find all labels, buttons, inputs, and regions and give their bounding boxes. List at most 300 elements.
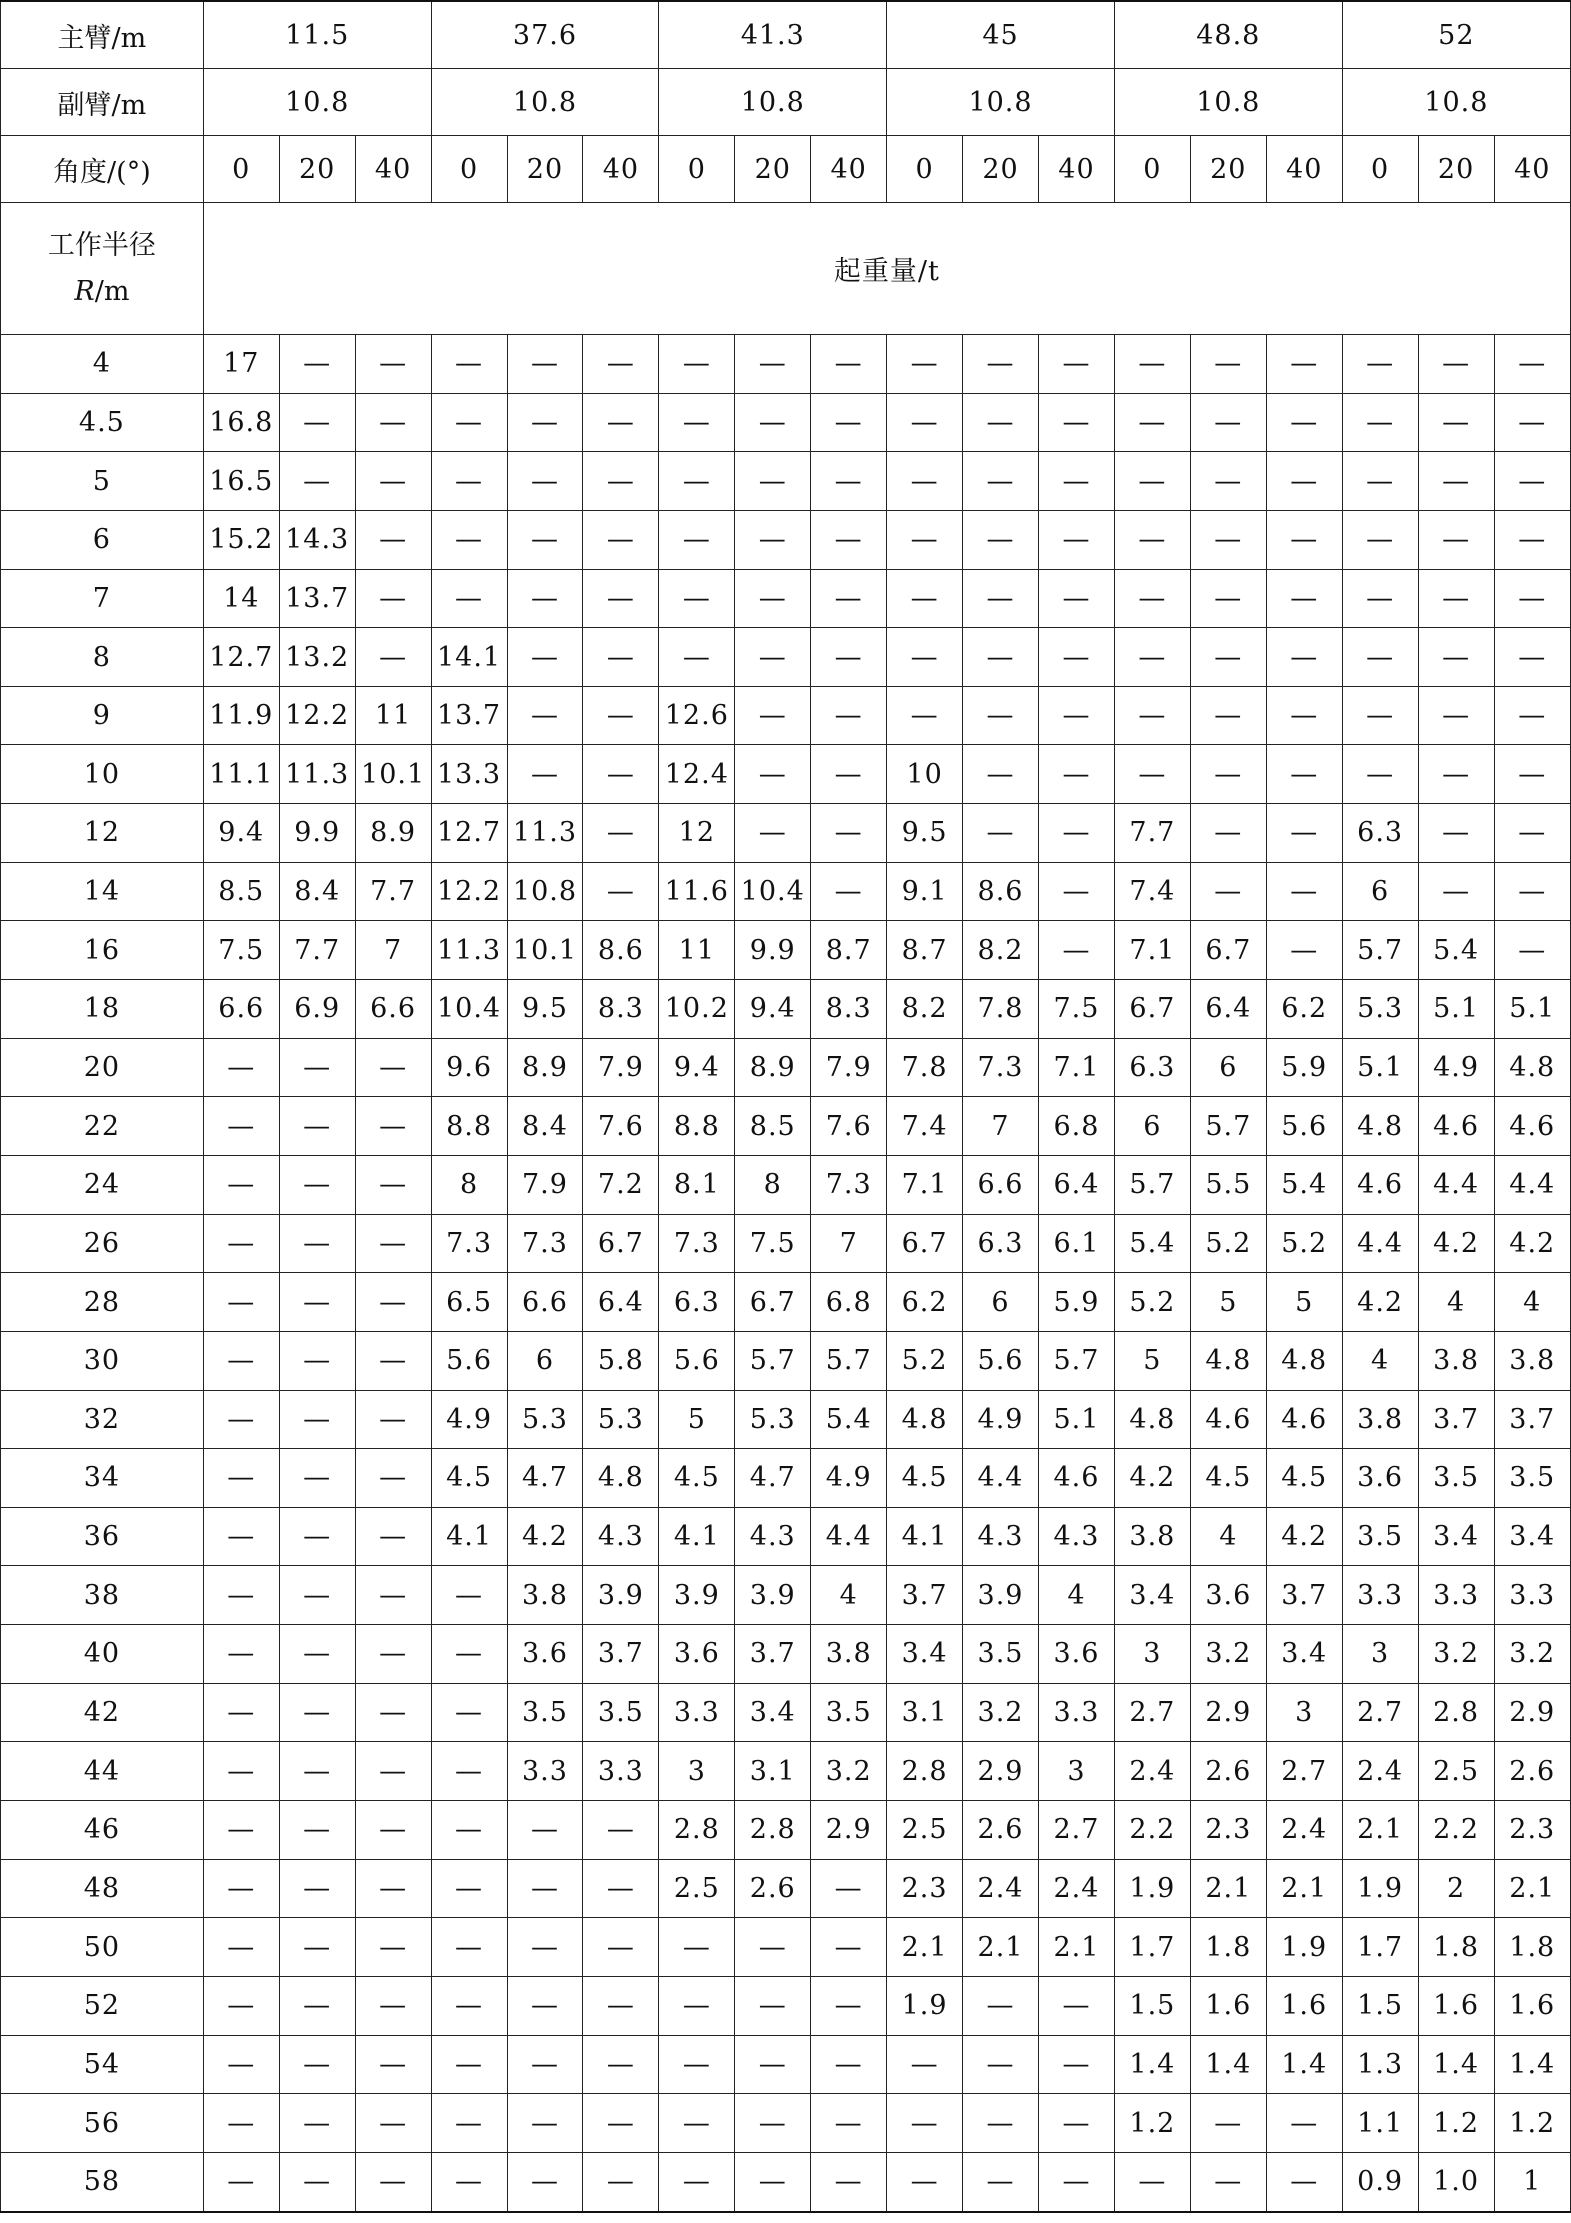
capacity-cell: 5.4 [811, 1390, 887, 1449]
capacity-cell: — [507, 510, 583, 569]
capacity-cell: — [1342, 628, 1418, 687]
capacity-cell: — [431, 1918, 507, 1977]
capacity-cell: 1.7 [1342, 1918, 1418, 1977]
capacity-cell: 5.2 [1114, 1273, 1190, 1332]
angle-row [1, 136, 1571, 203]
capacity-cell: 3.2 [1190, 1625, 1266, 1684]
capacity-cell: 4.9 [811, 1449, 887, 1508]
capacity-cell: — [355, 1449, 431, 1508]
capacity-cell: 5.8 [583, 1331, 659, 1390]
capacity-cell: 11 [355, 686, 431, 745]
capacity-cell: — [1190, 510, 1266, 569]
capacity-cell: 6.3 [659, 1273, 735, 1332]
table-row [1, 393, 1571, 452]
capacity-cell: — [811, 2094, 887, 2153]
capacity-cell: — [507, 2152, 583, 2211]
capacity-cell: — [735, 2035, 811, 2094]
capacity-cell: 4.5 [1266, 1449, 1342, 1508]
capacity-cell: 3.5 [1494, 1449, 1570, 1508]
capacity-cell: — [1114, 452, 1190, 511]
capacity-cell: 10.1 [355, 745, 431, 804]
capacity-cell: 5.2 [887, 1331, 963, 1390]
capacity-cell: — [355, 1214, 431, 1273]
table-row [1, 1273, 1571, 1332]
capacity-cell: 7.3 [963, 1038, 1039, 1097]
capacity-cell: 8.2 [887, 980, 963, 1039]
capacity-cell: — [355, 1390, 431, 1449]
capacity-cell: — [1342, 452, 1418, 511]
capacity-cell: — [203, 1449, 279, 1508]
capacity-cell: 3.3 [1038, 1683, 1114, 1742]
capacity-cell: 4.6 [1418, 1097, 1494, 1156]
capacity-cell: — [659, 393, 735, 452]
capacity-cell: — [1342, 510, 1418, 569]
capacity-cell: — [735, 1976, 811, 2035]
capacity-cell: 17 [203, 335, 279, 394]
capacity-cell: 4.4 [811, 1507, 887, 1566]
capacity-cell: 4.3 [963, 1507, 1039, 1566]
main-boom-value: 37.6 [431, 1, 659, 69]
capacity-cell: — [1418, 335, 1494, 394]
table-row [1, 1331, 1571, 1390]
capacity-cell: — [431, 452, 507, 511]
capacity-cell: — [507, 2035, 583, 2094]
capacity-cell: — [1494, 862, 1570, 921]
capacity-cell: 4.2 [1342, 1273, 1418, 1332]
capacity-cell: 3.7 [583, 1625, 659, 1684]
capacity-cell: — [887, 628, 963, 687]
radius-header-row [1, 203, 1571, 335]
capacity-cell: 3.9 [659, 1566, 735, 1625]
capacity-cell: 2.6 [963, 1801, 1039, 1860]
capacity-cell: 7.7 [1114, 804, 1190, 863]
capacity-cell: 12 [659, 804, 735, 863]
capacity-cell: 5.2 [1190, 1214, 1266, 1273]
jib-value: 10.8 [1342, 69, 1570, 136]
capacity-cell: — [1190, 393, 1266, 452]
capacity-cell: — [735, 393, 811, 452]
capacity-cell: 7.3 [811, 1155, 887, 1214]
capacity-cell: — [735, 628, 811, 687]
radius-cell: 36 [1, 1507, 204, 1566]
table-row [1, 686, 1571, 745]
capacity-cell: 7.3 [507, 1214, 583, 1273]
angle-value: 40 [1266, 136, 1342, 203]
capacity-cell: 7.8 [887, 1038, 963, 1097]
capacity-cell: — [1038, 569, 1114, 628]
capacity-cell: — [1494, 569, 1570, 628]
capacity-cell: — [355, 1097, 431, 1156]
capacity-cell: 2.4 [1114, 1742, 1190, 1801]
capacity-cell: 3.3 [1494, 1566, 1570, 1625]
capacity-cell: — [355, 1038, 431, 1097]
capacity-cell: — [431, 1742, 507, 1801]
radius-cell: 8 [1, 628, 204, 687]
capacity-cell: 2.8 [1418, 1683, 1494, 1742]
capacity-cell: 1.0 [1418, 2152, 1494, 2211]
capacity-cell: — [355, 1918, 431, 1977]
capacity-cell: — [1038, 745, 1114, 804]
capacity-cell: 3.6 [1190, 1566, 1266, 1625]
capacity-cell: 5.6 [1266, 1097, 1342, 1156]
capacity-cell: — [887, 335, 963, 394]
capacity-cell: 3.4 [1418, 1507, 1494, 1566]
radius-cell: 40 [1, 1625, 204, 1684]
capacity-cell: 14.1 [431, 628, 507, 687]
capacity-cell: 5.5 [1190, 1155, 1266, 1214]
capacity-cell: — [1114, 510, 1190, 569]
capacity-cell: 2.7 [1114, 1683, 1190, 1742]
capacity-cell: — [1266, 335, 1342, 394]
capacity-cell: — [659, 1918, 735, 1977]
capacity-cell: 3.8 [811, 1625, 887, 1684]
capacity-cell: 5.2 [1266, 1214, 1342, 1273]
capacity-cell: — [203, 1742, 279, 1801]
capacity-cell: 12.6 [659, 686, 735, 745]
table-row [1, 1449, 1571, 1508]
table-row [1, 1625, 1571, 1684]
capacity-cell: 7.9 [583, 1038, 659, 1097]
capacity-cell: — [355, 1331, 431, 1390]
table-row [1, 628, 1571, 687]
capacity-cell: — [279, 1976, 355, 2035]
capacity-cell: 7.9 [811, 1038, 887, 1097]
capacity-cell: 6.7 [887, 1214, 963, 1273]
capacity-cell: 5.1 [1342, 1038, 1418, 1097]
capacity-cell: 1 [1494, 2152, 1570, 2211]
capacity-cell: 8.1 [659, 1155, 735, 1214]
angle-value: 40 [1038, 136, 1114, 203]
radius-cell: 10 [1, 745, 204, 804]
capacity-cell: — [431, 2152, 507, 2211]
capacity-cell: 5.3 [583, 1390, 659, 1449]
capacity-cell: 3.4 [887, 1625, 963, 1684]
capacity-cell: 4 [1494, 1273, 1570, 1332]
capacity-cell: 8.3 [811, 980, 887, 1039]
capacity-cell: 6.4 [583, 1273, 659, 1332]
capacity-cell: — [735, 686, 811, 745]
capacity-cell: 9.5 [507, 980, 583, 1039]
capacity-cell: — [431, 393, 507, 452]
capacity-cell: — [1190, 745, 1266, 804]
capacity-cell: 3.4 [1114, 1566, 1190, 1625]
capacity-cell: — [1418, 393, 1494, 452]
capacity-cell: 4.8 [1114, 1390, 1190, 1449]
capacity-cell: 4.4 [963, 1449, 1039, 1508]
capacity-cell: 2.9 [1494, 1683, 1570, 1742]
table-row [1, 1742, 1571, 1801]
capacity-cell: 3.9 [583, 1566, 659, 1625]
angle-value: 0 [203, 136, 279, 203]
capacity-cell: — [1038, 393, 1114, 452]
capacity-cell: 3.7 [887, 1566, 963, 1625]
capacity-cell: 13.7 [431, 686, 507, 745]
capacity-cell: 3.9 [963, 1566, 1039, 1625]
capacity-cell: — [887, 569, 963, 628]
capacity-cell: 2.7 [1266, 1742, 1342, 1801]
capacity-cell: — [1266, 686, 1342, 745]
table-row [1, 2094, 1571, 2153]
capacity-cell: — [1494, 804, 1570, 863]
capacity-cell: 5.1 [1418, 980, 1494, 1039]
capacity-cell: 6 [963, 1273, 1039, 1332]
capacity-cell: — [1342, 686, 1418, 745]
capacity-cell: 1.6 [1266, 1976, 1342, 2035]
capacity-cell: — [583, 1859, 659, 1918]
capacity-cell: — [887, 2035, 963, 2094]
capacity-cell: 5 [659, 1390, 735, 1449]
capacity-cell: 7.4 [1114, 862, 1190, 921]
capacity-cell: 4.5 [1190, 1449, 1266, 1508]
capacity-cell: 3.9 [735, 1566, 811, 1625]
capacity-cell: — [887, 2094, 963, 2153]
capacity-cell: — [1038, 921, 1114, 980]
angle-value: 0 [887, 136, 963, 203]
capacity-cell: 1.8 [1190, 1918, 1266, 1977]
radius-label [1, 203, 204, 335]
capacity-cell: 6.6 [355, 980, 431, 1039]
capacity-cell: — [659, 510, 735, 569]
capacity-cell: — [1038, 862, 1114, 921]
capacity-cell: — [811, 862, 887, 921]
capacity-cell: 11.3 [431, 921, 507, 980]
capacity-cell: — [279, 2152, 355, 2211]
capacity-cell: 4.2 [1266, 1507, 1342, 1566]
capacity-cell: — [583, 628, 659, 687]
capacity-cell: 4.4 [1494, 1155, 1570, 1214]
capacity-cell: — [583, 2152, 659, 2211]
capacity-cell: — [811, 2035, 887, 2094]
capacity-cell: 4.7 [507, 1449, 583, 1508]
capacity-cell: 2.6 [1190, 1742, 1266, 1801]
capacity-cell: 1.5 [1114, 1976, 1190, 2035]
capacity-cell: — [355, 2152, 431, 2211]
capacity-cell: 2.4 [1342, 1742, 1418, 1801]
capacity-cell: — [811, 1918, 887, 1977]
capacity-cell: — [355, 628, 431, 687]
capacity-cell: — [735, 745, 811, 804]
capacity-cell: 5 [1114, 1331, 1190, 1390]
table-row [1, 1097, 1571, 1156]
capacity-cell: — [507, 452, 583, 511]
capacity-cell: 11.3 [507, 804, 583, 863]
capacity-cell: — [355, 510, 431, 569]
angle-value: 40 [355, 136, 431, 203]
capacity-cell: 5.9 [1038, 1273, 1114, 1332]
capacity-cell: — [431, 2035, 507, 2094]
radius-cell: 24 [1, 1155, 204, 1214]
capacity-cell: — [659, 569, 735, 628]
capacity-cell: 3.5 [1418, 1449, 1494, 1508]
capacity-cell: — [1266, 510, 1342, 569]
capacity-cell: — [355, 1507, 431, 1566]
capacity-cell: 3.3 [1342, 1566, 1418, 1625]
angle-value: 0 [1342, 136, 1418, 203]
capacity-cell: — [1190, 804, 1266, 863]
capacity-cell: 11.6 [659, 862, 735, 921]
table-row [1, 1683, 1571, 1742]
capacity-cell: 10.2 [659, 980, 735, 1039]
capacity-cell: 3.8 [1342, 1390, 1418, 1449]
capacity-cell: — [659, 628, 735, 687]
angle-value: 40 [811, 136, 887, 203]
capacity-cell: — [203, 1214, 279, 1273]
capacity-cell: — [279, 1507, 355, 1566]
capacity-cell: — [431, 569, 507, 628]
capacity-cell: — [1266, 393, 1342, 452]
radius-cell: 9 [1, 686, 204, 745]
capacity-cell: — [279, 1625, 355, 1684]
capacity-cell: — [583, 2035, 659, 2094]
radius-cell: 16 [1, 921, 204, 980]
radius-cell: 4.5 [1, 393, 204, 452]
main-boom-value: 52 [1342, 1, 1570, 69]
jib-value: 10.8 [431, 69, 659, 136]
capacity-cell: 2.5 [659, 1859, 735, 1918]
capacity-cell: 2.8 [735, 1801, 811, 1860]
main-boom-value: 41.3 [659, 1, 887, 69]
capacity-cell: — [811, 569, 887, 628]
capacity-cell: 3.1 [735, 1742, 811, 1801]
capacity-cell: 1.6 [1418, 1976, 1494, 2035]
capacity-cell: — [203, 1918, 279, 1977]
capacity-cell: 5.6 [659, 1331, 735, 1390]
capacity-cell: 6.7 [1190, 921, 1266, 980]
table-row [1, 1038, 1571, 1097]
radius-cell: 42 [1, 1683, 204, 1742]
capacity-cell: 5.7 [1114, 1155, 1190, 1214]
capacity-cell: — [963, 569, 1039, 628]
radius-cell: 14 [1, 862, 204, 921]
capacity-cell: 9.5 [887, 804, 963, 863]
capacity-cell: 3.3 [507, 1742, 583, 1801]
jib-label: 副臂/m [1, 69, 204, 136]
capacity-cell: 7 [963, 1097, 1039, 1156]
capacity-cell: 8.7 [887, 921, 963, 980]
capacity-cell: 2.6 [735, 1859, 811, 1918]
capacity-cell: — [203, 1097, 279, 1156]
capacity-cell: — [203, 1976, 279, 2035]
capacity-cell: — [507, 1976, 583, 2035]
capacity-cell: — [735, 452, 811, 511]
capacity-cell: 12.2 [279, 686, 355, 745]
capacity-cell: — [659, 335, 735, 394]
capacity-cell: — [203, 1801, 279, 1860]
capacity-cell: — [1494, 510, 1570, 569]
capacity-cell: 3 [1038, 1742, 1114, 1801]
capacity-cell: — [1418, 862, 1494, 921]
capacity-cell: 5.7 [1190, 1097, 1266, 1156]
capacity-cell: 4.8 [887, 1390, 963, 1449]
capacity-cell: — [887, 510, 963, 569]
table-row [1, 569, 1571, 628]
capacity-cell: — [507, 1859, 583, 1918]
capacity-cell: — [279, 335, 355, 394]
capacity-cell: — [659, 1976, 735, 2035]
angle-value: 0 [1114, 136, 1190, 203]
capacity-cell: 3.4 [735, 1683, 811, 1742]
capacity-cell: — [279, 1801, 355, 1860]
table-row [1, 452, 1571, 511]
capacity-cell: 7.8 [963, 980, 1039, 1039]
table-row [1, 745, 1571, 804]
capacity-cell: — [1038, 335, 1114, 394]
capacity-cell: 4.6 [1342, 1155, 1418, 1214]
capacity-cell: — [203, 1331, 279, 1390]
capacity-cell: 3.6 [507, 1625, 583, 1684]
capacity-cell: 6.4 [1038, 1155, 1114, 1214]
capacity-cell: — [355, 1976, 431, 2035]
table-row [1, 980, 1571, 1039]
capacity-cell: 6.3 [1342, 804, 1418, 863]
capacity-cell: 5.6 [431, 1331, 507, 1390]
capacity-cell: 3.6 [1342, 1449, 1418, 1508]
capacity-cell: 7.5 [735, 1214, 811, 1273]
capacity-cell: — [1038, 804, 1114, 863]
capacity-cell: 6.5 [431, 1273, 507, 1332]
capacity-cell: 3.8 [507, 1566, 583, 1625]
capacity-cell: — [1190, 335, 1266, 394]
capacity-cell: 9.6 [431, 1038, 507, 1097]
capacity-cell: — [583, 1918, 659, 1977]
capacity-cell: 6.8 [1038, 1097, 1114, 1156]
capacity-cell: — [507, 393, 583, 452]
capacity-cell: 3.2 [1494, 1625, 1570, 1684]
capacity-cell: 2.7 [1342, 1683, 1418, 1742]
capacity-cell: — [279, 1683, 355, 1742]
capacity-cell: 1.4 [1494, 2035, 1570, 2094]
capacity-cell: 4.9 [1418, 1038, 1494, 1097]
table-row [1, 1390, 1571, 1449]
radius-cell: 58 [1, 2152, 204, 2211]
capacity-cell: — [279, 1038, 355, 1097]
capacity-cell: 4.9 [431, 1390, 507, 1449]
capacity-cell: — [203, 1155, 279, 1214]
main-boom-value: 11.5 [203, 1, 431, 69]
capacity-cell: — [1418, 569, 1494, 628]
capacity-cell: 4.6 [1494, 1097, 1570, 1156]
capacity-cell: 1.1 [1342, 2094, 1418, 2153]
capacity-cell: — [811, 452, 887, 511]
capacity-cell: — [355, 1859, 431, 1918]
capacity-cell: 8.9 [355, 804, 431, 863]
capacity-cell: — [811, 628, 887, 687]
capacity-cell: — [811, 1976, 887, 2035]
capacity-cell: 6 [1114, 1097, 1190, 1156]
capacity-cell: — [583, 393, 659, 452]
capacity-cell: — [583, 335, 659, 394]
radius-cell: 18 [1, 980, 204, 1039]
capacity-cell: — [583, 1976, 659, 2035]
capacity-cell: — [963, 628, 1039, 687]
capacity-cell: — [1342, 393, 1418, 452]
capacity-cell: — [279, 1273, 355, 1332]
capacity-cell: 0.9 [1342, 2152, 1418, 2211]
capacity-cell: 2.3 [1494, 1801, 1570, 1860]
capacity-cell: 11.1 [203, 745, 279, 804]
capacity-cell: 3.5 [1342, 1507, 1418, 1566]
capacity-cell: 11 [659, 921, 735, 980]
capacity-cell: — [1190, 628, 1266, 687]
main-boom-value: 48.8 [1114, 1, 1342, 69]
radius-cell: 26 [1, 1214, 204, 1273]
capacity-cell: 7 [355, 921, 431, 980]
radius-cell: 38 [1, 1566, 204, 1625]
capacity-cell: — [203, 1273, 279, 1332]
table-row [1, 804, 1571, 863]
capacity-cell: 3 [659, 1742, 735, 1801]
capacity-cell: 4.2 [1114, 1449, 1190, 1508]
